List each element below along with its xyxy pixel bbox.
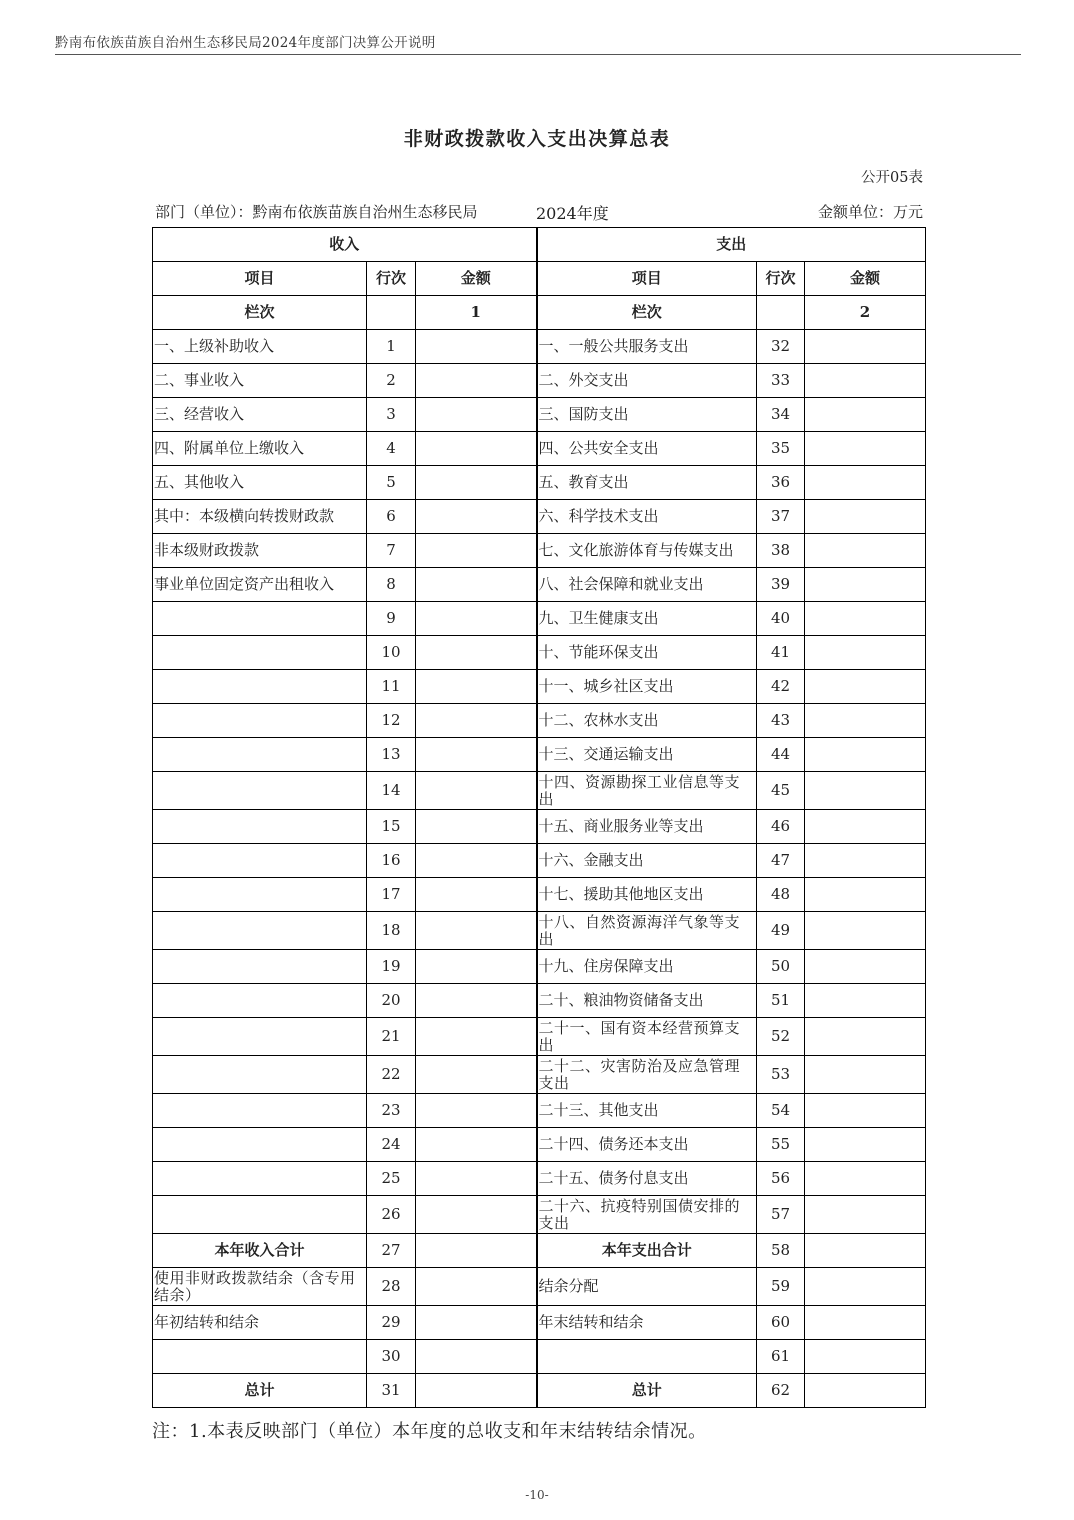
income-row-no: 1 bbox=[367, 330, 416, 364]
income-item: 五、其他收入 bbox=[153, 466, 367, 500]
carry-row-1 bbox=[153, 1268, 926, 1306]
income-total-amount bbox=[416, 1234, 537, 1268]
table-row bbox=[153, 432, 926, 466]
opening-balance-row-no: 29 bbox=[367, 1306, 416, 1340]
income-amount bbox=[416, 602, 537, 636]
income-item: 二、事业收入 bbox=[153, 364, 367, 398]
table-number: 公开05表 bbox=[861, 170, 923, 186]
expense-item: 十七、援助其他地区支出 bbox=[537, 878, 757, 912]
income-row-no: 13 bbox=[367, 738, 416, 772]
income-row-no: 24 bbox=[367, 1128, 416, 1162]
expense-total-row-no: 58 bbox=[757, 1234, 805, 1268]
income-item bbox=[153, 1018, 367, 1056]
expense-item: 六、科学技术支出 bbox=[537, 500, 757, 534]
expense-row-header: 行次 bbox=[757, 262, 805, 296]
annual-total-row bbox=[153, 1234, 926, 1268]
expense-item: 二十、粮油物资储备支出 bbox=[537, 984, 757, 1018]
expense-row-no: 55 bbox=[757, 1128, 805, 1162]
page-title: 非财政拨款收入支出决算总表 bbox=[403, 128, 671, 150]
income-row-no: 11 bbox=[367, 670, 416, 704]
expense-row-no: 45 bbox=[757, 772, 805, 810]
expense-row-no: 56 bbox=[757, 1162, 805, 1196]
income-row-header: 行次 bbox=[367, 262, 416, 296]
table-row bbox=[153, 330, 926, 364]
table-row bbox=[153, 912, 926, 950]
income-amount bbox=[416, 1162, 537, 1196]
income-row-no: 26 bbox=[367, 1196, 416, 1234]
expense-item: 二十二、灾害防治及应急管理支出 bbox=[537, 1056, 757, 1094]
expense-row-no: 33 bbox=[757, 364, 805, 398]
amount-unit-label: 金额单位：万元 bbox=[817, 203, 923, 221]
expense-amount bbox=[805, 1128, 926, 1162]
table-row bbox=[153, 500, 926, 534]
income-row-no: 6 bbox=[367, 500, 416, 534]
grand-income-row-no: 31 bbox=[367, 1374, 416, 1408]
expense-item: 八、社会保障和就业支出 bbox=[537, 568, 757, 602]
expense-row-no: 54 bbox=[757, 1094, 805, 1128]
income-amount bbox=[416, 636, 537, 670]
table-row bbox=[153, 466, 926, 500]
expense-item: 十一、城乡社区支出 bbox=[537, 670, 757, 704]
income-row-no: 9 bbox=[367, 602, 416, 636]
expense-amount bbox=[805, 636, 926, 670]
income-amount bbox=[416, 810, 537, 844]
table-row bbox=[153, 602, 926, 636]
income-item bbox=[153, 1162, 367, 1196]
expense-item: 七、文化旅游体育与传媒支出 bbox=[537, 534, 757, 568]
expense-amount bbox=[805, 772, 926, 810]
income-item bbox=[153, 636, 367, 670]
income-item bbox=[153, 844, 367, 878]
income-row-no: 14 bbox=[367, 772, 416, 810]
grand-total-row bbox=[153, 1374, 926, 1408]
income-item: 其中：本级横向转拨财政款 bbox=[153, 500, 367, 534]
use-balance-label: 使用非财政拨款结余（含专用结余） bbox=[153, 1268, 367, 1306]
expense-row-no: 37 bbox=[757, 500, 805, 534]
expense-amount bbox=[805, 534, 926, 568]
opening-balance-label: 年初结转和结余 bbox=[153, 1306, 367, 1340]
income-amount bbox=[416, 364, 537, 398]
income-item bbox=[153, 1056, 367, 1094]
expense-item: 十六、金融支出 bbox=[537, 844, 757, 878]
grand-income-amount bbox=[416, 1374, 537, 1408]
table-row bbox=[153, 878, 926, 912]
expense-row-no: 38 bbox=[757, 534, 805, 568]
expense-item: 五、教育支出 bbox=[537, 466, 757, 500]
expense-amount bbox=[805, 704, 926, 738]
table-row bbox=[153, 1018, 926, 1056]
expense-amount bbox=[805, 1196, 926, 1234]
income-row-no: 22 bbox=[367, 1056, 416, 1094]
expense-amount bbox=[805, 984, 926, 1018]
expense-amount bbox=[805, 1162, 926, 1196]
expense-item: 十二、农林水支出 bbox=[537, 704, 757, 738]
income-row-no: 19 bbox=[367, 950, 416, 984]
table-row bbox=[153, 636, 926, 670]
table-row bbox=[153, 738, 926, 772]
closing-balance-amount bbox=[805, 1306, 926, 1340]
income-row-no: 7 bbox=[367, 534, 416, 568]
table-row bbox=[153, 772, 926, 810]
closing-balance-label: 年末结转和结余 bbox=[537, 1306, 757, 1340]
income-lanci-label: 栏次 bbox=[153, 296, 367, 330]
expense-amount bbox=[805, 602, 926, 636]
blank-expense-item bbox=[537, 1340, 757, 1374]
fiscal-year-label: 2024年度 bbox=[536, 204, 609, 223]
expense-row-no: 40 bbox=[757, 602, 805, 636]
income-amount bbox=[416, 912, 537, 950]
income-item bbox=[153, 704, 367, 738]
expense-amount bbox=[805, 1094, 926, 1128]
expense-amount bbox=[805, 670, 926, 704]
income-item bbox=[153, 1094, 367, 1128]
expense-amount bbox=[805, 466, 926, 500]
blank-income-item bbox=[153, 1340, 367, 1374]
table-row bbox=[153, 364, 926, 398]
table-row bbox=[153, 984, 926, 1018]
expense-amount bbox=[805, 1018, 926, 1056]
income-amount bbox=[416, 878, 537, 912]
table-row bbox=[153, 568, 926, 602]
income-item: 非本级财政拨款 bbox=[153, 534, 367, 568]
expense-amount bbox=[805, 398, 926, 432]
income-row-no: 23 bbox=[367, 1094, 416, 1128]
expense-row-no: 57 bbox=[757, 1196, 805, 1234]
table-row bbox=[153, 810, 926, 844]
income-amount bbox=[416, 1128, 537, 1162]
expense-item: 十九、住房保障支出 bbox=[537, 950, 757, 984]
income-row-no: 4 bbox=[367, 432, 416, 466]
income-item: 三、经营收入 bbox=[153, 398, 367, 432]
income-amount bbox=[416, 738, 537, 772]
income-item-header: 项目 bbox=[153, 262, 367, 296]
expense-amount bbox=[805, 432, 926, 466]
blank-expense-amount bbox=[805, 1340, 926, 1374]
income-row-no: 18 bbox=[367, 912, 416, 950]
expense-item: 二十一、国有资本经营预算支出 bbox=[537, 1018, 757, 1056]
income-amount bbox=[416, 670, 537, 704]
income-row-no: 8 bbox=[367, 568, 416, 602]
income-item bbox=[153, 1128, 367, 1162]
expense-amount bbox=[805, 1056, 926, 1094]
grand-expense-row-no: 62 bbox=[757, 1374, 805, 1408]
income-item: 四、附属单位上缴收入 bbox=[153, 432, 367, 466]
expense-item: 十八、自然资源海洋气象等支出 bbox=[537, 912, 757, 950]
table-row bbox=[153, 950, 926, 984]
expense-header: 支出 bbox=[537, 228, 926, 262]
expense-row-no: 50 bbox=[757, 950, 805, 984]
page-number: -10- bbox=[525, 1488, 549, 1502]
income-amount bbox=[416, 704, 537, 738]
grand-expense-amount bbox=[805, 1374, 926, 1408]
income-amount bbox=[416, 330, 537, 364]
expense-item: 二十四、债务还本支出 bbox=[537, 1128, 757, 1162]
income-row-no: 10 bbox=[367, 636, 416, 670]
expense-row-no: 35 bbox=[757, 432, 805, 466]
blank-income-row-no: 30 bbox=[367, 1340, 416, 1374]
income-amount-header: 金额 bbox=[416, 262, 537, 296]
blank-expense-row-no: 61 bbox=[757, 1340, 805, 1374]
expense-amount bbox=[805, 330, 926, 364]
table-row bbox=[153, 1162, 926, 1196]
table-row bbox=[153, 398, 926, 432]
table-header-row bbox=[153, 228, 926, 262]
income-item bbox=[153, 738, 367, 772]
income-total-row-no: 27 bbox=[367, 1234, 416, 1268]
income-item bbox=[153, 912, 367, 950]
footnote: 注：1.本表反映部门（单位）本年度的总收支和年末结转结余情况。 bbox=[152, 1421, 707, 1442]
use-balance-row-no: 28 bbox=[367, 1268, 416, 1306]
income-item bbox=[153, 670, 367, 704]
grand-income-label: 总计 bbox=[153, 1374, 367, 1408]
income-row-no: 20 bbox=[367, 984, 416, 1018]
expense-row-no: 44 bbox=[757, 738, 805, 772]
table-row bbox=[153, 844, 926, 878]
income-item: 事业单位固定资产出租收入 bbox=[153, 568, 367, 602]
expense-column-index: 2 bbox=[805, 296, 926, 330]
expense-row-no: 51 bbox=[757, 984, 805, 1018]
income-item bbox=[153, 772, 367, 810]
table-row bbox=[153, 670, 926, 704]
income-item bbox=[153, 984, 367, 1018]
expense-item: 四、公共安全支出 bbox=[537, 432, 757, 466]
income-item bbox=[153, 810, 367, 844]
income-item bbox=[153, 878, 367, 912]
income-amount bbox=[416, 1094, 537, 1128]
income-amount bbox=[416, 1056, 537, 1094]
income-amount bbox=[416, 466, 537, 500]
expense-amount bbox=[805, 500, 926, 534]
income-row-no: 3 bbox=[367, 398, 416, 432]
table-row bbox=[153, 1094, 926, 1128]
expense-item: 九、卫生健康支出 bbox=[537, 602, 757, 636]
expense-item: 二十六、抗疫特别国债安排的支出 bbox=[537, 1196, 757, 1234]
expense-lanci-label: 栏次 bbox=[537, 296, 757, 330]
balance-distribution-amount bbox=[805, 1268, 926, 1306]
income-amount bbox=[416, 1018, 537, 1056]
expense-row-no: 53 bbox=[757, 1056, 805, 1094]
income-item bbox=[153, 602, 367, 636]
carry-row-2 bbox=[153, 1306, 926, 1340]
income-amount bbox=[416, 398, 537, 432]
income-row-no: 2 bbox=[367, 364, 416, 398]
expense-row-no: 36 bbox=[757, 466, 805, 500]
expense-total-amount bbox=[805, 1234, 926, 1268]
expense-item: 十五、商业服务业等支出 bbox=[537, 810, 757, 844]
use-balance-amount bbox=[416, 1268, 537, 1306]
expense-total-label: 本年支出合计 bbox=[537, 1234, 757, 1268]
income-amount bbox=[416, 844, 537, 878]
expense-row-no: 42 bbox=[757, 670, 805, 704]
grand-expense-label: 总计 bbox=[537, 1374, 757, 1408]
expense-row-no: 52 bbox=[757, 1018, 805, 1056]
expense-item: 二十五、债务付息支出 bbox=[537, 1162, 757, 1196]
expense-amount bbox=[805, 878, 926, 912]
income-amount bbox=[416, 1196, 537, 1234]
expense-item: 一、一般公共服务支出 bbox=[537, 330, 757, 364]
expense-row-no: 39 bbox=[757, 568, 805, 602]
income-header: 收入 bbox=[153, 228, 537, 262]
income-row-no: 25 bbox=[367, 1162, 416, 1196]
opening-balance-amount bbox=[416, 1306, 537, 1340]
income-row-no: 12 bbox=[367, 704, 416, 738]
expense-amount bbox=[805, 810, 926, 844]
expense-row-no: 32 bbox=[757, 330, 805, 364]
table-body bbox=[153, 228, 926, 1234]
income-total-label: 本年收入合计 bbox=[153, 1234, 367, 1268]
income-column-index: 1 bbox=[416, 296, 537, 330]
income-row-no: 5 bbox=[367, 466, 416, 500]
expense-item: 十三、交通运输支出 bbox=[537, 738, 757, 772]
income-amount bbox=[416, 568, 537, 602]
expense-row-no: 47 bbox=[757, 844, 805, 878]
income-item: 一、上级补助收入 bbox=[153, 330, 367, 364]
expense-item: 二、外交支出 bbox=[537, 364, 757, 398]
column-index-row bbox=[153, 296, 926, 330]
expense-lanci-blank bbox=[757, 296, 805, 330]
expense-amount bbox=[805, 950, 926, 984]
income-amount bbox=[416, 772, 537, 810]
expense-item: 十四、资源勘探工业信息等支出 bbox=[537, 772, 757, 810]
balance-distribution-label: 结余分配 bbox=[537, 1268, 757, 1306]
expense-item: 二十三、其他支出 bbox=[537, 1094, 757, 1128]
expense-row-no: 34 bbox=[757, 398, 805, 432]
income-amount bbox=[416, 432, 537, 466]
income-row-no: 15 bbox=[367, 810, 416, 844]
expense-row-no: 43 bbox=[757, 704, 805, 738]
table-row bbox=[153, 1056, 926, 1094]
expense-row-no: 41 bbox=[757, 636, 805, 670]
income-amount bbox=[416, 500, 537, 534]
expense-amount bbox=[805, 738, 926, 772]
income-lanci-blank bbox=[367, 296, 416, 330]
closing-balance-row-no: 60 bbox=[757, 1306, 805, 1340]
header-divider bbox=[55, 54, 1021, 55]
department-label: 部门（单位）：黔南布依族苗族自治州生态移民局 bbox=[155, 203, 478, 221]
blank-row bbox=[153, 1340, 926, 1374]
expense-amount bbox=[805, 844, 926, 878]
income-expense-table bbox=[152, 227, 926, 1408]
expense-row-no: 46 bbox=[757, 810, 805, 844]
table-row bbox=[153, 704, 926, 738]
running-header: 黔南布依族苗族自治州生态移民局2024年度部门决算公开说明 bbox=[55, 35, 436, 51]
blank-income-amount bbox=[416, 1340, 537, 1374]
expense-amount bbox=[805, 364, 926, 398]
table-row bbox=[153, 534, 926, 568]
expense-item: 三、国防支出 bbox=[537, 398, 757, 432]
income-amount bbox=[416, 534, 537, 568]
expense-row-no: 48 bbox=[757, 878, 805, 912]
expense-amount bbox=[805, 568, 926, 602]
income-row-no: 16 bbox=[367, 844, 416, 878]
table-totals bbox=[153, 1234, 926, 1408]
expense-row-no: 49 bbox=[757, 912, 805, 950]
income-row-no: 21 bbox=[367, 1018, 416, 1056]
expense-item: 十、节能环保支出 bbox=[537, 636, 757, 670]
column-header-row bbox=[153, 262, 926, 296]
expense-item-header: 项目 bbox=[537, 262, 757, 296]
income-item bbox=[153, 1196, 367, 1234]
income-amount bbox=[416, 950, 537, 984]
expense-amount bbox=[805, 912, 926, 950]
income-row-no: 17 bbox=[367, 878, 416, 912]
table-row bbox=[153, 1128, 926, 1162]
table-row bbox=[153, 1196, 926, 1234]
income-item bbox=[153, 950, 367, 984]
expense-amount-header: 金额 bbox=[805, 262, 926, 296]
income-amount bbox=[416, 984, 537, 1018]
balance-distribution-row-no: 59 bbox=[757, 1268, 805, 1306]
